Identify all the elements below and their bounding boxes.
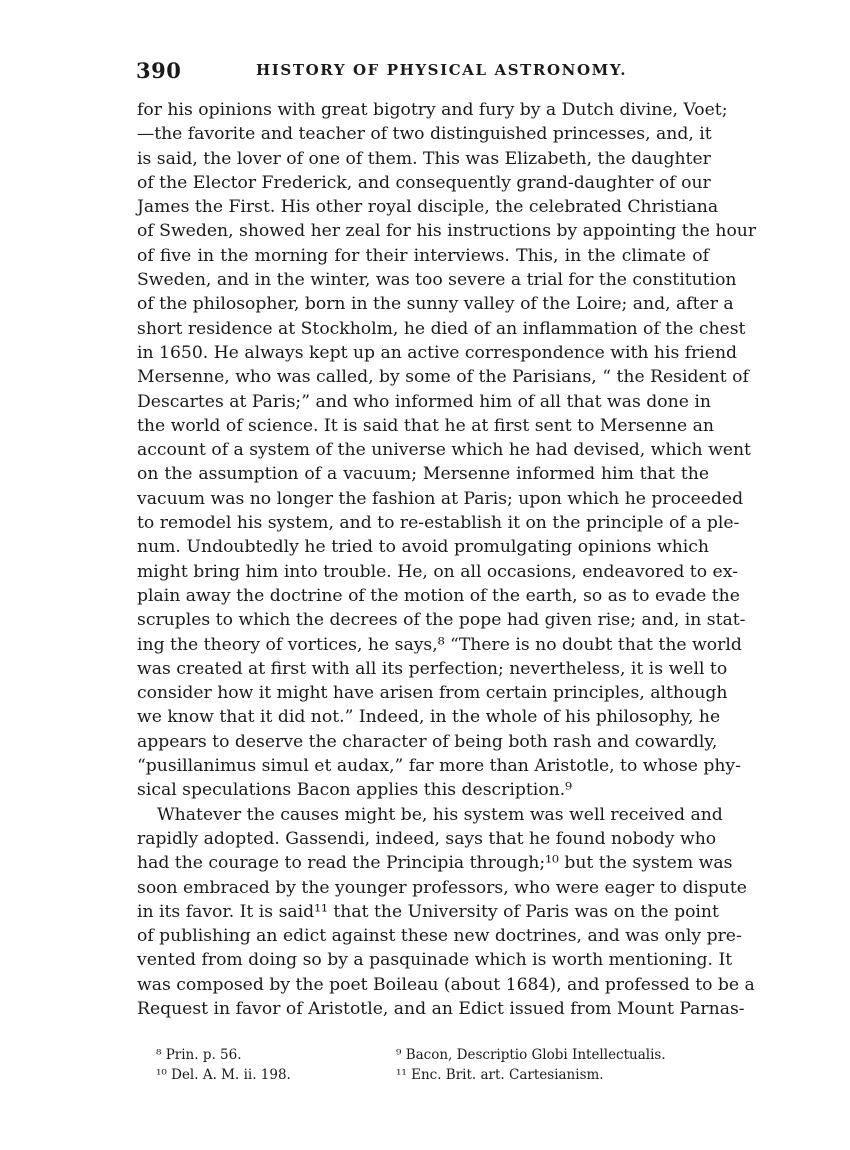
text-line: for his opinions with great bigotry and fury by a Dutch divine, Voet; — [137, 100, 728, 120]
text-line: to remodel his system, and to re-establish it on the principle of a ple- — [137, 513, 740, 534]
footnote-9: ⁹ Bacon, Descriptio Globi Intellectualis. — [396, 1047, 666, 1063]
text-line: vacuum was no longer the fashion at Paris; upon which he proceeded — [137, 488, 744, 509]
text-line: is said, the lover of one of them. This was Elizabeth, the daughter — [137, 148, 711, 169]
text-line: rapidly adopted. Gassendi, indeed, says that he found nobody who — [137, 828, 717, 849]
text-line: had the courage to read the Principia through;¹⁰ but the system was — [137, 853, 733, 874]
text-line: Whatever the causes might be, his system was well received and — [157, 804, 723, 825]
page-header — [136, 58, 712, 88]
text-line: account of a system of the universe which he had devised, which went — [137, 440, 751, 461]
text-line: of the philosopher, born in the sunny valley of the Loire; and, after a — [137, 294, 734, 315]
text-line: —the favorite and teacher of two distinguished princesses, and, it — [137, 124, 712, 145]
page-number: 390 — [136, 58, 182, 83]
text-line: the world of science. It is said that he at first sent to Mersenne an — [137, 415, 714, 436]
footnotes-left-column — [156, 1045, 291, 1085]
text-line: of publishing an edict against these new doctrines, and was only pre- — [137, 926, 742, 947]
text-line: Sweden, and in the winter, was too severe a trial for the constitution — [137, 270, 737, 291]
footnotes-right-column — [396, 1045, 666, 1085]
text-line: in its favor. It is said¹¹ that the University of Paris was on the point — [137, 901, 719, 922]
text-line: might bring him into trouble. He, on all occasions, endeavored to ex- — [137, 561, 738, 582]
text-line: of Sweden, showed her zeal for his instructions by appointing the hour — [137, 221, 757, 242]
text-line: consider how it might have arisen from certain principles, although — [137, 683, 728, 704]
text-line: on the assumption of a vacuum; Mersenne informed him that the — [137, 464, 709, 485]
text-line: James the First. His other royal disciple, the celebrated Christiana — [137, 197, 719, 218]
text-line: Request in favor of Aristotle, and an Edict issued from Mount Parnas- — [137, 998, 745, 1019]
body-text — [137, 98, 757, 1021]
text-line: soon embraced by the younger professors, who were eager to dispute — [137, 877, 747, 898]
text-line: was composed by the poet Boileau (about 1684), and professed to be a — [137, 974, 755, 995]
text-line: vented from doing so by a pasquinade which is worth mentioning. It — [137, 950, 733, 971]
footnote-8: ⁸ Prin. p. 56. — [156, 1047, 242, 1063]
text-line: was created at first with all its perfection; nevertheless, it is well to — [137, 658, 728, 679]
text-line: short residence at Stockholm, he died of an inflammation of the chest — [137, 318, 746, 339]
text-line: of five in the morning for their interviews. This, in the climate of — [137, 245, 709, 266]
text-line: Descartes at Paris;” and who informed him of all that was done in — [137, 391, 711, 412]
text-line: of the Elector Frederick, and consequently grand-daughter of our — [137, 172, 711, 193]
text-line: ing the theory of vortices, he says,⁸ “There is no doubt that the world — [137, 634, 742, 655]
text-line: scruples to which the decrees of the pope had given rise; and, in stat- — [137, 610, 746, 631]
footnote-11: ¹¹ Enc. Brit. art. Cartesianism. — [396, 1067, 604, 1083]
text-line: “pusillanimus simul et audax,” far more than Aristotle, to whose phy- — [137, 756, 741, 777]
running-title: HISTORY OF PHYSICAL ASTRONOMY. — [256, 61, 628, 79]
text-line: Mersenne, who was called, by some of the Parisians, “ the Resident of — [137, 367, 749, 388]
text-line: in 1650. He always kept up an active correspondence with his friend — [137, 342, 738, 363]
text-line: plain away the doctrine of the motion of the earth, so as to evade the — [137, 585, 740, 606]
footnote-10: ¹⁰ Del. A. M. ii. 198. — [156, 1067, 291, 1083]
text-line: we know that it did not.” Indeed, in the whole of his philosophy, he — [137, 707, 721, 728]
text-line: sical speculations Bacon applies this description.⁹ — [137, 780, 573, 801]
text-line: num. Undoubtedly he tried to avoid promulgating opinions which — [137, 537, 709, 558]
text-line: appears to deserve the character of being both rash and cowardly, — [137, 731, 718, 752]
